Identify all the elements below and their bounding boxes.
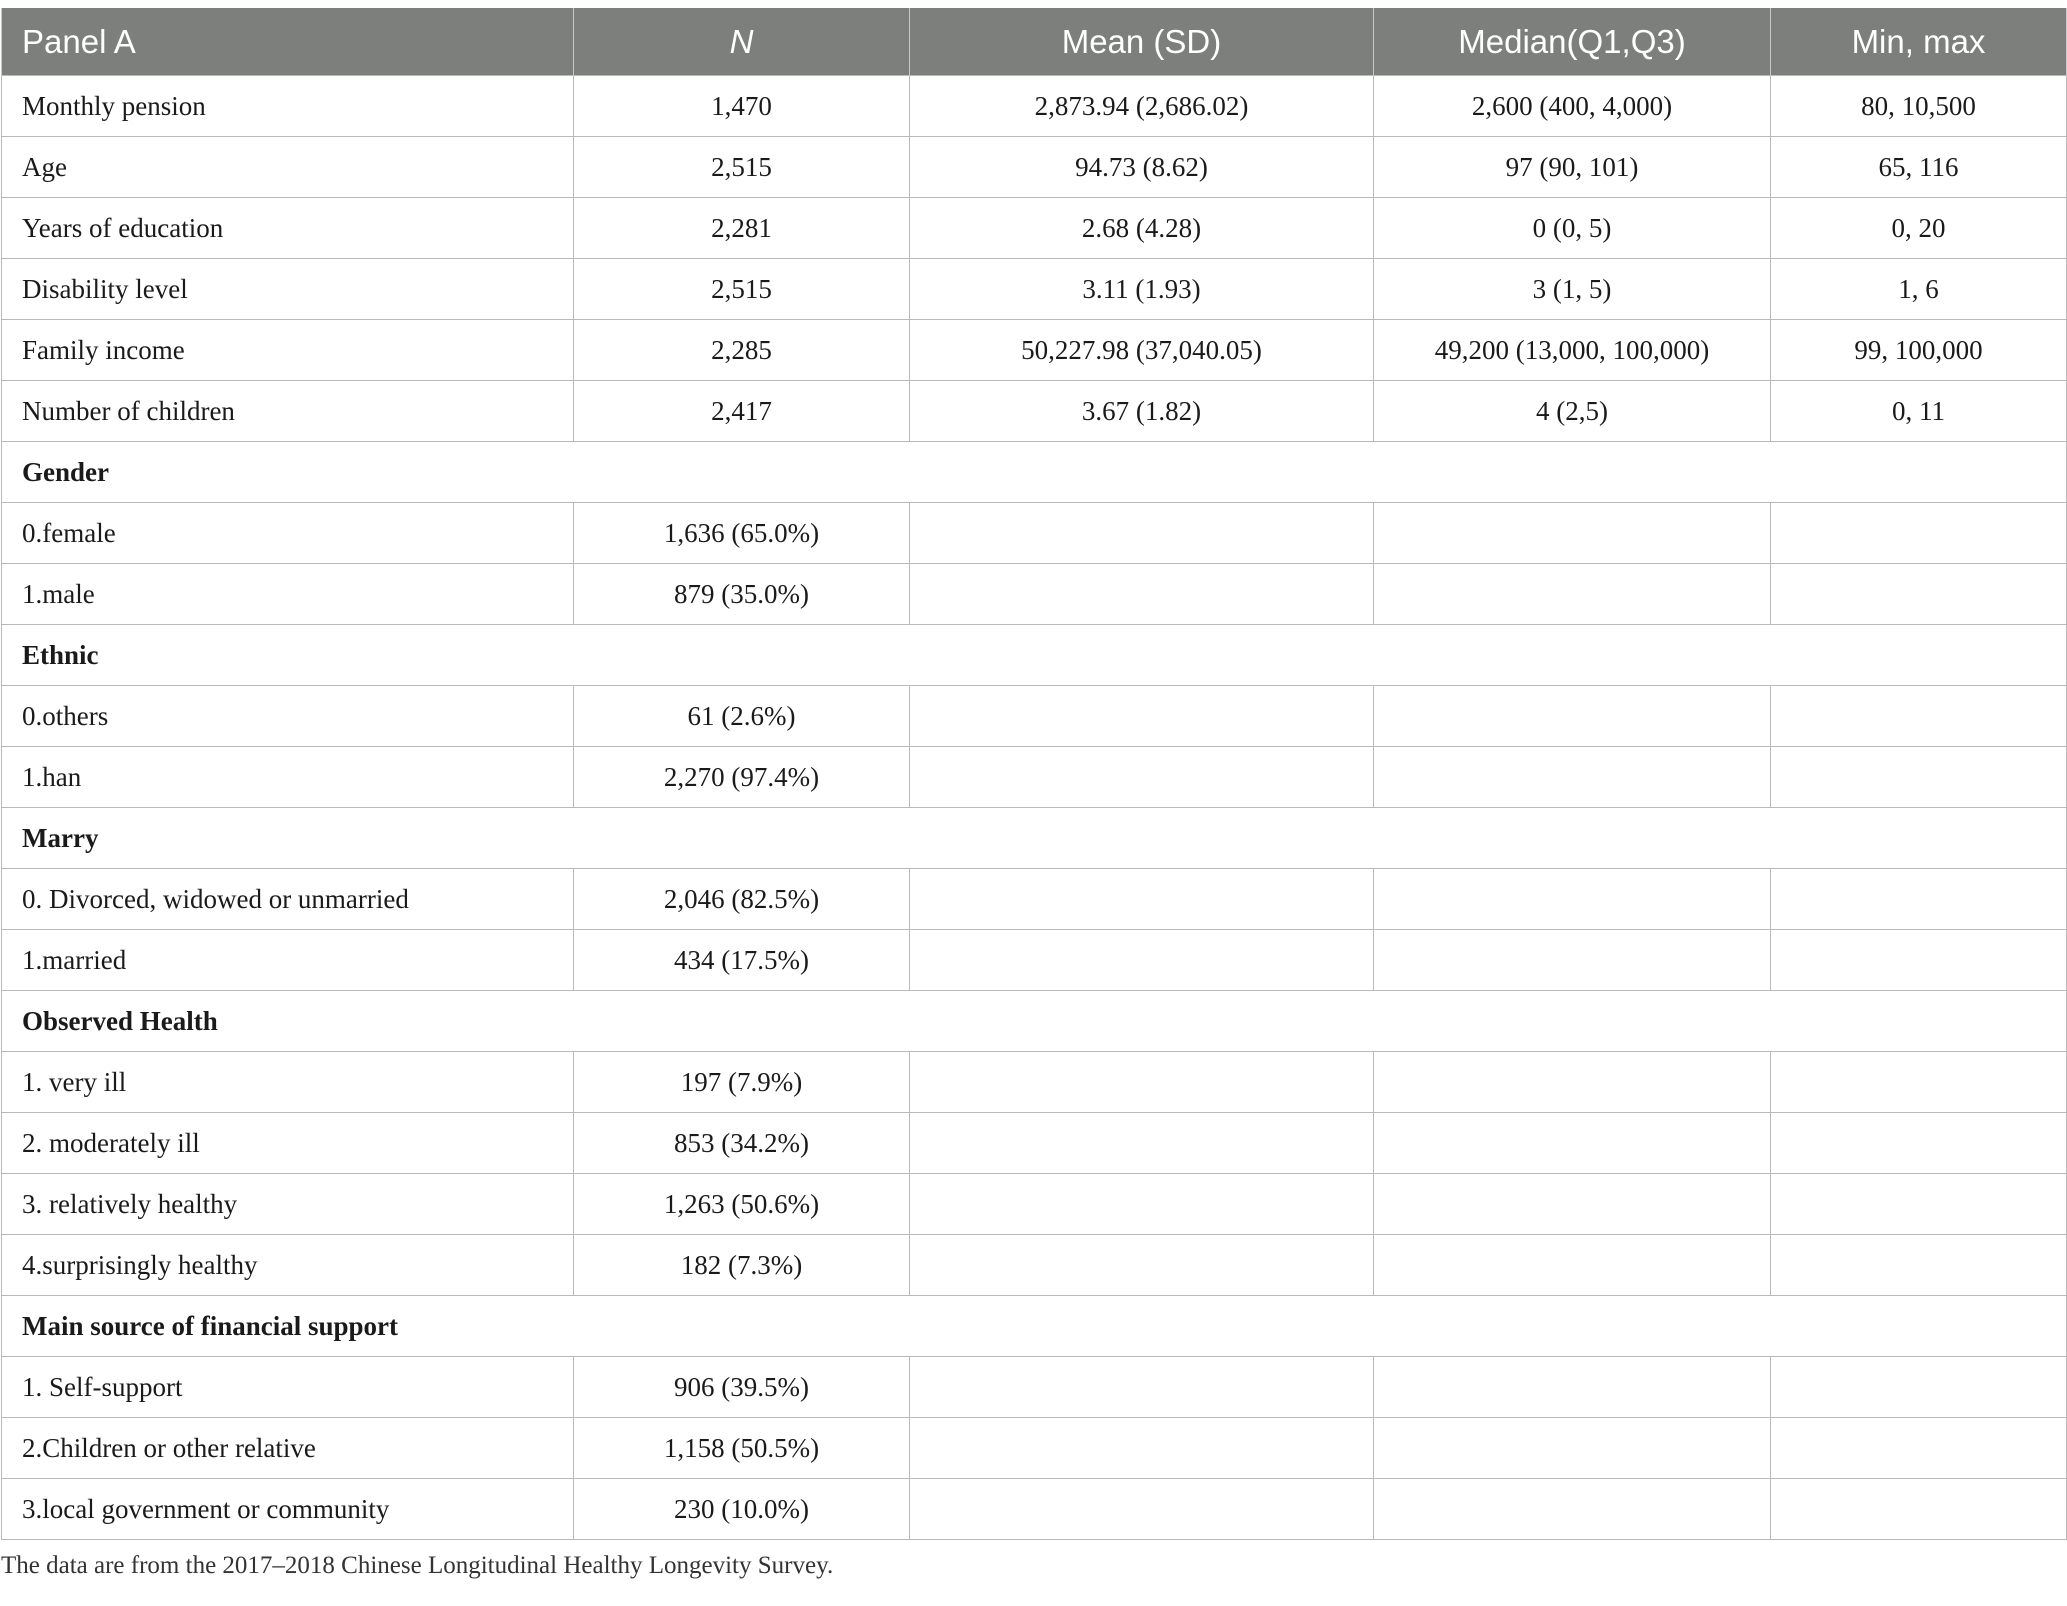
cell-median <box>1374 503 1771 564</box>
group-heading: Main source of financial support <box>2 1296 2067 1357</box>
cell-n: 61 (2.6%) <box>574 686 910 747</box>
cell-median <box>1374 564 1771 625</box>
cell-mean-sd: 2,873.94 (2,686.02) <box>910 76 1374 137</box>
table-row <box>2 930 2067 991</box>
cell-min-max <box>1771 930 2067 991</box>
row-label: 0.others <box>2 686 574 747</box>
header-median: Median(Q1,Q3) <box>1374 8 1771 76</box>
cell-median <box>1374 1479 1771 1540</box>
group-heading: Gender <box>2 442 2067 503</box>
row-label: Monthly pension <box>2 76 574 137</box>
cell-mean-sd <box>910 869 1374 930</box>
row-label: Disability level <box>2 259 574 320</box>
row-label: 1. Self-support <box>2 1357 574 1418</box>
cell-min-max: 0, 20 <box>1771 198 2067 259</box>
table-footnote: The data are from the 2017–2018 Chinese Longitudinal Healthy Longevity Survey. <box>1 1552 834 1579</box>
cell-min-max <box>1771 503 2067 564</box>
table-row <box>2 137 2067 198</box>
table-row <box>2 503 2067 564</box>
table-row <box>2 686 2067 747</box>
table-body <box>2 76 2067 1540</box>
row-label: 3.local government or community <box>2 1479 574 1540</box>
cell-min-max <box>1771 1174 2067 1235</box>
cell-n: 906 (39.5%) <box>574 1357 910 1418</box>
cell-n: 2,417 <box>574 381 910 442</box>
cell-n: 197 (7.9%) <box>574 1052 910 1113</box>
cell-median: 4 (2,5) <box>1374 381 1771 442</box>
cell-min-max: 0, 11 <box>1771 381 2067 442</box>
cell-mean-sd <box>910 564 1374 625</box>
cell-median <box>1374 869 1771 930</box>
cell-n: 1,263 (50.6%) <box>574 1174 910 1235</box>
table-row <box>2 1479 2067 1540</box>
row-label: Number of children <box>2 381 574 442</box>
cell-median: 3 (1, 5) <box>1374 259 1771 320</box>
row-label: 4.surprisingly healthy <box>2 1235 574 1296</box>
cell-mean-sd <box>910 503 1374 564</box>
cell-n: 2,515 <box>574 137 910 198</box>
cell-median <box>1374 1418 1771 1479</box>
cell-min-max <box>1771 1357 2067 1418</box>
header-mean-sd: Mean (SD) <box>910 8 1374 76</box>
row-label: 0. Divorced, widowed or unmarried <box>2 869 574 930</box>
cell-min-max <box>1771 1418 2067 1479</box>
table-row <box>2 747 2067 808</box>
row-label: Years of education <box>2 198 574 259</box>
cell-min-max <box>1771 869 2067 930</box>
cell-mean-sd: 94.73 (8.62) <box>910 137 1374 198</box>
cell-median <box>1374 747 1771 808</box>
cell-n: 1,158 (50.5%) <box>574 1418 910 1479</box>
cell-min-max <box>1771 1052 2067 1113</box>
cell-n: 2,285 <box>574 320 910 381</box>
cell-n: 1,636 (65.0%) <box>574 503 910 564</box>
cell-n: 853 (34.2%) <box>574 1113 910 1174</box>
cell-n: 2,281 <box>574 198 910 259</box>
cell-min-max: 65, 116 <box>1771 137 2067 198</box>
cell-min-max: 1, 6 <box>1771 259 2067 320</box>
cell-median: 2,600 (400, 4,000) <box>1374 76 1771 137</box>
cell-median <box>1374 1174 1771 1235</box>
cell-median <box>1374 1235 1771 1296</box>
row-label: 1.han <box>2 747 574 808</box>
cell-n: 2,046 (82.5%) <box>574 869 910 930</box>
cell-median <box>1374 1052 1771 1113</box>
cell-mean-sd <box>910 1235 1374 1296</box>
cell-n: 2,270 (97.4%) <box>574 747 910 808</box>
header-min-max: Min, max <box>1771 8 2067 76</box>
cell-n: 1,470 <box>574 76 910 137</box>
cell-mean-sd <box>910 1418 1374 1479</box>
cell-min-max <box>1771 686 2067 747</box>
cell-n: 230 (10.0%) <box>574 1479 910 1540</box>
cell-median: 49,200 (13,000, 100,000) <box>1374 320 1771 381</box>
cell-mean-sd <box>910 1479 1374 1540</box>
table-row <box>2 1052 2067 1113</box>
header-panel: Panel A <box>2 8 574 76</box>
table-row <box>2 869 2067 930</box>
cell-n: 879 (35.0%) <box>574 564 910 625</box>
group-heading: Ethnic <box>2 625 2067 686</box>
group-row <box>2 625 2067 686</box>
group-row <box>2 1296 2067 1357</box>
cell-mean-sd: 3.11 (1.93) <box>910 259 1374 320</box>
cell-min-max <box>1771 747 2067 808</box>
cell-n: 182 (7.3%) <box>574 1235 910 1296</box>
table-row <box>2 1235 2067 1296</box>
group-heading: Marry <box>2 808 2067 869</box>
cell-min-max: 99, 100,000 <box>1771 320 2067 381</box>
cell-mean-sd <box>910 1357 1374 1418</box>
row-label: 0.female <box>2 503 574 564</box>
cell-median <box>1374 686 1771 747</box>
cell-n: 2,515 <box>574 259 910 320</box>
table-container <box>0 8 2067 1580</box>
cell-min-max <box>1771 564 2067 625</box>
cell-mean-sd <box>910 747 1374 808</box>
group-heading: Observed Health <box>2 991 2067 1052</box>
cell-min-max <box>1771 1113 2067 1174</box>
cell-mean-sd <box>910 686 1374 747</box>
table-row <box>2 320 2067 381</box>
cell-median <box>1374 930 1771 991</box>
cell-min-max: 80, 10,500 <box>1771 76 2067 137</box>
descriptive-statistics-table <box>1 8 2067 1540</box>
table-row <box>2 198 2067 259</box>
cell-mean-sd <box>910 1174 1374 1235</box>
table-row <box>2 564 2067 625</box>
row-label: 2. moderately ill <box>2 1113 574 1174</box>
header-n <box>574 8 910 76</box>
row-label: 1. very ill <box>2 1052 574 1113</box>
table-row <box>2 76 2067 137</box>
table-row <box>2 381 2067 442</box>
cell-mean-sd <box>910 930 1374 991</box>
cell-median <box>1374 1113 1771 1174</box>
table-row <box>2 1113 2067 1174</box>
group-row <box>2 808 2067 869</box>
table-row <box>2 1357 2067 1418</box>
row-label: 3. relatively healthy <box>2 1174 574 1235</box>
cell-median: 97 (90, 101) <box>1374 137 1771 198</box>
cell-mean-sd: 3.67 (1.82) <box>910 381 1374 442</box>
table-row <box>2 1174 2067 1235</box>
cell-min-max <box>1771 1235 2067 1296</box>
cell-n: 434 (17.5%) <box>574 930 910 991</box>
table-row <box>2 259 2067 320</box>
cell-mean-sd <box>910 1113 1374 1174</box>
cell-min-max <box>1771 1479 2067 1540</box>
row-label: 1.married <box>2 930 574 991</box>
cell-mean-sd: 50,227.98 (37,040.05) <box>910 320 1374 381</box>
header-n-label: N <box>729 22 754 60</box>
group-row <box>2 991 2067 1052</box>
cell-mean-sd: 2.68 (4.28) <box>910 198 1374 259</box>
row-label: 2.Children or other relative <box>2 1418 574 1479</box>
cell-mean-sd <box>910 1052 1374 1113</box>
row-label: 1.male <box>2 564 574 625</box>
table-row <box>2 1418 2067 1479</box>
row-label: Age <box>2 137 574 198</box>
group-row <box>2 442 2067 503</box>
row-label: Family income <box>2 320 574 381</box>
cell-median: 0 (0, 5) <box>1374 198 1771 259</box>
cell-median <box>1374 1357 1771 1418</box>
header-row <box>2 8 2067 76</box>
